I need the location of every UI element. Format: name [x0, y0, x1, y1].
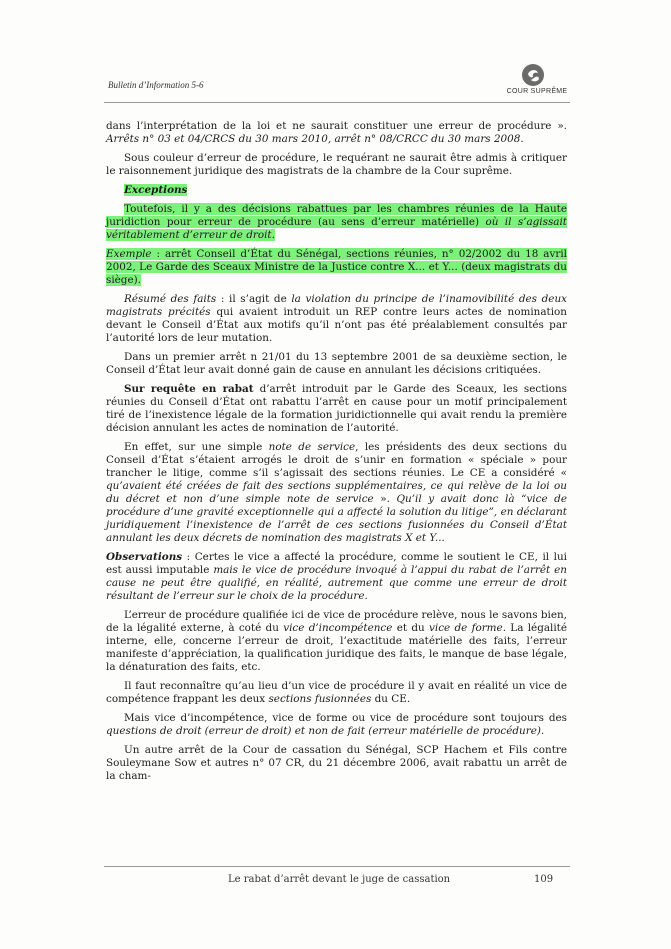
- section-heading: [106, 184, 567, 197]
- text-italic: vice d’incompétence: [283, 622, 393, 634]
- text: d’arrêt introduit par le Garde des Sceaux, les sections réunies du Conseil d’État ont rabattu l’arrêt en cause pour un motif principalement tiré de l’inexistence légale de la formation juridictionnelle qui avait rendu la première décision annulant les actes de nomination de l’autorité.: [106, 383, 568, 434]
- text: Toutefois, il y a des décisions rabattues par les chambres réunies de la Haute juridiction pour erreur de procédure (au sens d’erreur matérielle): [106, 203, 567, 228]
- highlighted-text: [106, 248, 567, 286]
- text-italic: Résumé des faits: [124, 293, 217, 305]
- text-italic: où il s’agissait véritablement d’erreur de droit.: [106, 216, 567, 241]
- paragraph: [106, 293, 567, 345]
- paragraph: [106, 203, 567, 242]
- text: En effet, sur une simple: [124, 441, 269, 453]
- text: et du: [392, 622, 430, 634]
- paragraph: Sous couleur d’erreur de procédure, le requérant ne saurait être admis à critiquer le raisonnement juridique des magistrats de la chambre de la Cour suprême.: [106, 152, 567, 177]
- text: : il s’agit de: [216, 293, 292, 305]
- example-paragraph: [106, 248, 567, 287]
- text: . La légalité interne, elle, concerne l’erreur de droit, l’exactitude matérielle des faits, l’erreur manifeste d’appréciation, la qualification juridique des faits, le manque de base légale, la dénaturation des faits, etc.: [106, 622, 568, 673]
- text-bold: Sur requête en rabat: [124, 383, 254, 395]
- text-italic: vice de forme: [429, 622, 503, 634]
- bulletin-title: Bulletin d’Information 5-6: [108, 80, 204, 90]
- paragraph: Dans un premier arrêt n 21/01 du 13 septembre 2001 de sa deuxième section, le Conseil d’État leur avait donné gain de cause en annulant les décisions critiquées.: [106, 351, 567, 376]
- example-label: Exemple: [106, 248, 152, 260]
- paragraph: [106, 609, 567, 674]
- text: dans l’interprétation de la loi et ne saurait constituer une erreur de procédure ».: [106, 120, 567, 132]
- page-number: 109: [534, 874, 554, 885]
- paragraph: [106, 712, 567, 738]
- text: L’erreur de procédure qualifiée ici de vice de procédure relève, nous le savons bien, de la légalité externe, à coté du: [106, 609, 567, 634]
- court-name: COUR SUPRÊME: [506, 88, 568, 95]
- observations-label: Observations: [106, 551, 183, 563]
- text: : arrêt Conseil d’État du Sénégal, sections réunies, n° 02/2002 du 18 avril 2002, Le Garde des Sceaux Ministre de la Justice contre X... et Y... (deux magistrats du siège).: [106, 248, 567, 286]
- text-italic: questions de droit (erreur de droit) et non de fait (erreur matérielle de procédure).: [106, 725, 545, 737]
- paragraph: [106, 441, 567, 545]
- text-italic: la violation du principe de l’inamovibilité des deux magistrats précités: [106, 293, 567, 318]
- text: Mais vice d’incompétence, vice de forme ou vice de procédure sont toujours des: [124, 712, 567, 724]
- text: : Certes le vice a affecté la procédure, comme le soutient le CE, il lui est aussi imputable: [106, 551, 567, 576]
- text-italic: sections fusionnées: [268, 693, 372, 705]
- text: ».: [373, 493, 397, 505]
- text-italic: note de service: [268, 441, 356, 453]
- text-italic: qu’avaient été créées de fait des sections supplémentaires, ce qui relève de la loi ou du décret et non d’une simple note de service: [106, 480, 567, 505]
- header-divider: [104, 102, 570, 103]
- paragraph: [106, 551, 567, 603]
- text: , les présidents des deux sections du Conseil d’État s’étaient arrogés le droit de s’unir en formation « spéciale » pour trancher le litige, comme s’il s’agissait des sections réunies. Le CE a considéré «: [106, 441, 567, 479]
- text-italic: Qu’il y avait donc là “vice de procédure d’une gravité exceptionnelle qui a affecté la solution du litige”, en déclarant juridiquement l’inexistence de l’arrêt de ces sections fusionnées du Conseil d’État annulant les deux décrets de nomination des magistrats X et Y...: [106, 493, 567, 544]
- exceptions-heading: Exceptions: [124, 184, 188, 196]
- court-logo-icon: [520, 62, 546, 88]
- text: qui avaient introduit un REP contre leurs actes de nomination devant le Conseil d’État aux motifs qu’il n’ont pas été préalablement consultés par l’autorité lors de leur mutation.: [106, 306, 567, 344]
- paragraph: [106, 383, 567, 435]
- paragraph: [106, 680, 567, 706]
- running-footer-title: Le rabat d’arrêt devant le juge de cassation: [228, 874, 451, 885]
- text: du CE.: [371, 693, 411, 705]
- text: Il faut reconnaître qu’au lieu d’un vice de procédure il y avait en réalité un vice de compétence frappant les deux: [106, 680, 567, 705]
- footer-divider: [104, 866, 570, 867]
- highlighted-text: [106, 203, 567, 241]
- citation: Arrêts n° 03 et 04/CRCS du 30 mars 2010, arrêt n° 08/CRCC du 30 mars 2008.: [106, 133, 524, 145]
- paragraph: [106, 120, 567, 146]
- text-italic: mais le vice de procédure invoqué à l’appui du rabat de l’arrêt en cause ne peut être qualifié, en réalité, autrement que comme une erreur de droit résultant de l’erreur sur le choix de la procédure.: [106, 564, 567, 602]
- paragraph: Un autre arrêt de la Cour de cassation du Sénégal, SCP Hachem et Fils contre Souleymane Sow et autres n° 07 CR, du 21 décembre 2006, avait rabattu un arrêt de la cham-: [106, 744, 567, 782]
- page-body: [106, 120, 567, 789]
